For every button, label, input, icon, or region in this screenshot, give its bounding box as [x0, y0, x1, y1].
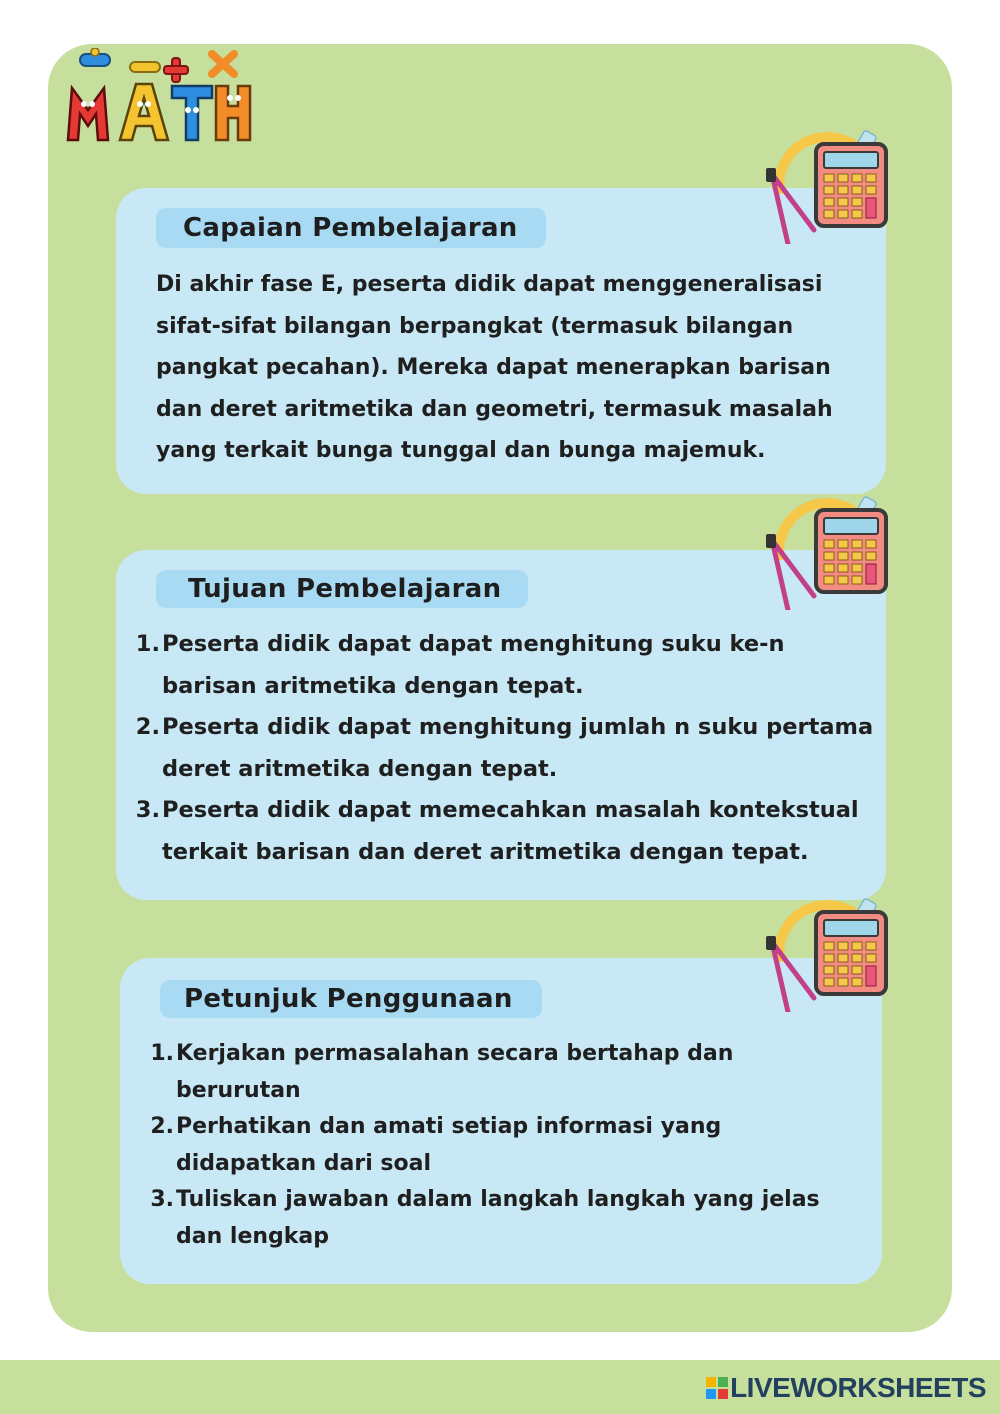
list-text-line: Tuliskan jawaban dalam langkah langkah yang jelas [176, 1187, 820, 1212]
learning-objectives-title: Tujuan Pembelajaran [156, 570, 528, 608]
list-text-line: deret aritmetika dengan tepat. [162, 755, 558, 782]
list-number: 3. [150, 1187, 174, 1212]
list-item [150, 1109, 850, 1182]
text-line: dan deret aritmetika dan geometri, termasuk masalah [156, 396, 833, 422]
list-text-line: Kerjakan permasalahan secara bertahap dan [176, 1041, 734, 1066]
learning-outcomes-title: Capaian Pembelajaran [156, 208, 546, 248]
list-text-line: Peserta didik dapat memecahkan masalah kontekstual [162, 797, 859, 823]
list-number: 2. [150, 1114, 174, 1139]
brand-name: LIVEWORKSHEETS [730, 1372, 986, 1403]
list-item [150, 1182, 850, 1255]
list-text-line: dan lengkap [176, 1223, 330, 1249]
text-line: sifat-sifat bilangan berpangkat (termasuk bilangan [156, 313, 794, 339]
list-item [134, 790, 879, 873]
list-number: 1. [135, 631, 160, 657]
list-item [134, 624, 879, 707]
list-text-line: didapatkan dari soal [176, 1150, 432, 1176]
text-line: yang terkait bunga tunggal dan bunga majemuk. [156, 438, 766, 463]
liveworksheets-brand-link[interactable] [706, 1373, 986, 1403]
list-text-line: berurutan [176, 1077, 301, 1103]
liveworksheets-logo-icon [706, 1377, 728, 1399]
list-item [150, 1036, 850, 1109]
calculator-compass-ruler-icon [752, 124, 892, 244]
list-text-line: Peserta didik dapat menghitung jumlah n suku pertama [162, 714, 874, 740]
list-number: 2. [135, 714, 160, 740]
list-text-line: barisan aritmetika dengan tepat. [162, 672, 584, 699]
text-line: Di akhir fase E, peserta didik dapat menggeneralisasi [156, 272, 823, 297]
learning-objectives-list [134, 624, 879, 873]
list-text-line: Peserta didik dapat dapat menghitung suku ke-n [162, 631, 785, 657]
list-number: 3. [135, 797, 160, 823]
calculator-compass-ruler-icon [752, 490, 892, 610]
text-line: pangkat pecahan). Mereka dapat menerapkan barisan [156, 355, 831, 380]
learning-outcomes-text [156, 264, 876, 472]
usage-instructions-title: Petunjuk Penggunaan [160, 980, 542, 1018]
list-number: 1. [150, 1041, 174, 1066]
list-item [134, 707, 879, 790]
math-logo [62, 48, 252, 148]
list-text-line: terkait barisan dan deret aritmetika dengan tepat. [162, 838, 809, 865]
usage-instructions-list [150, 1036, 850, 1255]
list-text-line: Perhatikan dan amati setiap informasi yang [176, 1114, 722, 1139]
calculator-compass-ruler-icon [752, 892, 892, 1012]
